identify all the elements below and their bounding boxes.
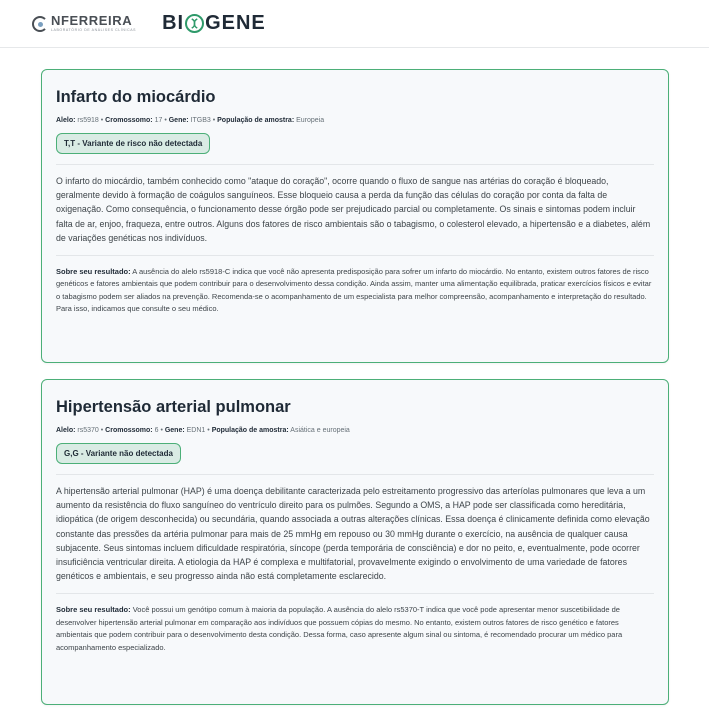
card-description: A hipertensão arterial pulmonar (HAP) é uma doença debilitante caracterizada pelo estreitamento progressivo das arteríolas pulmonares que leva a um aumento da resistência do fluxo sanguíneo do ventrículo direito para os pulmões. Segundo a OMS, a HAP pode ser classificada como hereditária, idiopática (de origem desconhecida) ou secundária, quando associada a outras alterações clínicas. Essa doença é clinicamente definida como elevação constante das pressões da artéria pulmonar para mais de 25 mmHg em repouso ou 30 mmHg durante o exercício, na ausência de qualquer causa subjacente. Seus sintomas incluem dificuldade respiratória, síncope (perda temporária de consciência) e dor no peito, e, eventualmente, pode ocorrer insuficiência ventricular direita. A etiologia da HAP é complexa e multifatorial, provavelmente exigindo o envolvimento de uma variedade de fatores genéticos e ambientais, e seu progresso ainda não está completamente esclarecido. bbox=[56, 486, 650, 582]
card-title: Infarto do miocárdio bbox=[56, 88, 216, 106]
allele-value: rs5370 bbox=[77, 427, 99, 434]
biogene-logo[interactable] bbox=[162, 12, 266, 35]
card-result bbox=[56, 604, 654, 654]
gene-value: ITGB3 bbox=[190, 117, 211, 124]
nferreira-logo-icon bbox=[32, 16, 48, 32]
result-text: A ausência do alelo rs5918-C indica que você não apresenta predisposição para sofrer um infarto do miocárdio. No entanto, existem outros fatores de risco genéticos e fatores ambientais que podem contribuir para o desenvolvimento dessa condição. Ainda assim, manter uma alimentação equilibrada, praticar exercícios físicos e evitar o tabagismo podem ser aliados na prevenção. Recomenda-se o acompanhamento de um especialista para melhor compreensão, acompanhamento e interpretação do resultado. Para isso, indicamos que consulte o seu médico. bbox=[56, 267, 652, 314]
card-divider bbox=[56, 164, 654, 165]
page-header bbox=[0, 0, 709, 48]
meta-separator: • bbox=[212, 117, 216, 124]
nferreira-logo[interactable] bbox=[32, 14, 136, 33]
chromosome-value: 6 bbox=[154, 427, 159, 434]
population-value: Europeia bbox=[296, 117, 325, 124]
gene-label: Gene: bbox=[164, 427, 185, 434]
results-list bbox=[0, 48, 709, 705]
allele-value: rs5918 bbox=[77, 117, 99, 124]
result-text: Você possui um genótipo comum à maioria da população. A ausência do alelo rs5370-T indica que você pode apresentar menor suscetibilidade de desenvolver hipertensão arterial pulmonar em comparação aos indivíduos que possuem cópias do mesmo. No entanto, existem outros fatores de risco genético e fatores ambientais que podem contribuir para o desenvolvimento desta condição. Dessa forma, caso apresente algum sinal ou sintoma, é recomendado procurar um médico para acompanhamento especializado. bbox=[56, 605, 623, 652]
result-label: Sobre seu resultado: bbox=[56, 605, 131, 615]
meta-separator: • bbox=[100, 117, 104, 124]
result-card-myocardial-infarction bbox=[41, 69, 669, 363]
card-meta bbox=[56, 116, 654, 126]
result-card-pulmonary-hypertension bbox=[41, 379, 669, 705]
allele-label: Alelo: bbox=[56, 427, 76, 434]
population-label: População de amostra: bbox=[217, 117, 295, 124]
card-divider bbox=[56, 255, 654, 256]
nferreira-logo-name: NFERREIRA bbox=[51, 13, 133, 29]
card-description: O infarto do miocárdio, também conhecido como "ataque do coração", ocorre quando o fluxo de sangue nas artérias do coração é bloqueado, geralmente devido à formação de coágulos sanguíneos. Esse bloqueio causa a perda da função das células do coração por conta da falta de oxigenação. Como consequência, o funcionamento desse órgão pode ser prejudicado parcial ou completamente. Os sinais e sintomas podem incluir falta de ar, enjoo, fraqueza, entre outros. Alguns dos fatores de risco ambientais são o tabagismo, o colesterol elevado, a hipertensão e a diabetes, além de variações genéticas nos indivíduos. bbox=[56, 176, 651, 243]
population-value: Asiática e europeia bbox=[290, 427, 350, 434]
card-result bbox=[56, 266, 654, 316]
chromosome-value: 17 bbox=[154, 117, 163, 124]
biogene-logo-prefix: BI bbox=[162, 12, 185, 34]
card-divider bbox=[56, 474, 654, 475]
card-meta bbox=[56, 426, 654, 436]
card-title: Hipertensão arterial pulmonar bbox=[56, 398, 291, 416]
gene-value: EDN1 bbox=[186, 427, 206, 434]
meta-separator: • bbox=[164, 117, 167, 124]
genotype-badge: G,G - Variante não detectada bbox=[56, 443, 181, 464]
biogene-logo-suffix: GENE bbox=[205, 12, 266, 34]
chromosome-label: Cromossomo: bbox=[105, 427, 153, 434]
chromosome-label: Cromossomo: bbox=[105, 117, 153, 124]
population-label: População de amostra: bbox=[211, 427, 289, 434]
result-label: Sobre seu resultado: bbox=[56, 267, 131, 277]
genotype-badge: T,T - Variante de risco não detectada bbox=[56, 133, 210, 154]
meta-separator: • bbox=[100, 427, 104, 434]
gene-label: Gene: bbox=[168, 117, 189, 124]
meta-separator: • bbox=[160, 427, 163, 434]
meta-separator: • bbox=[207, 427, 210, 434]
dna-icon bbox=[185, 14, 204, 33]
nferreira-logo-subtitle: LABORATÓRIO DE ANÁLISES CLÍNICAS bbox=[51, 28, 137, 33]
card-divider bbox=[56, 593, 654, 594]
allele-label: Alelo: bbox=[56, 117, 76, 124]
